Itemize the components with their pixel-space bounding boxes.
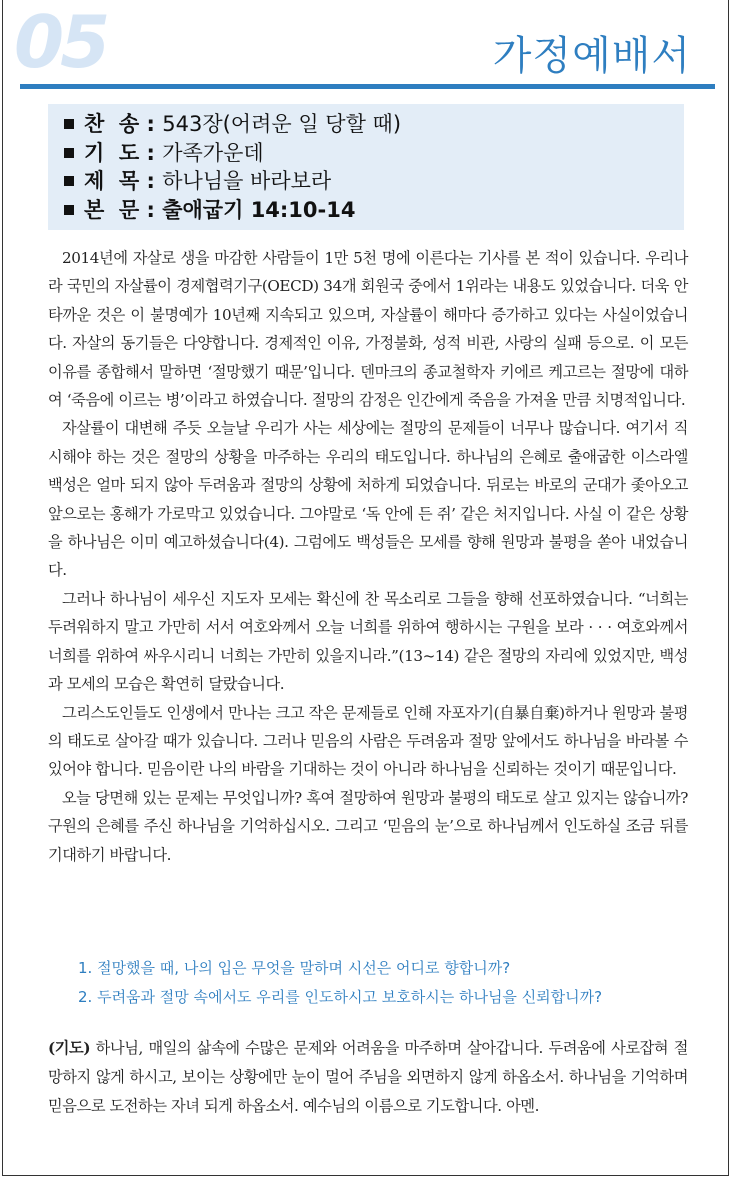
- closing-prayer: [48, 1034, 688, 1121]
- bullet-icon: [64, 148, 74, 158]
- info-label: 본 문: [84, 197, 140, 222]
- prayer-text: 하나님, 매일의 삶속에 수많은 문제와 어려움을 마주하며 살아갑니다. 두려움에 사로잡혀 절망하지 않게 하시고, 보이는 상황에만 눈이 멀어 주님을 외면하지 않게 하옵소서. 하나님을 기억하며 믿음으로 도전하는 자녀 되게 하옵소서. 예수님의 이름으로 기도합니다. 아멘.: [48, 1039, 688, 1115]
- info-row-hymn: [64, 110, 684, 139]
- info-value: 가족가운데: [162, 140, 264, 165]
- info-sep: :: [139, 197, 163, 222]
- info-value: 543장(어려운 일 당할 때): [162, 112, 402, 136]
- info-sep: :: [139, 140, 163, 165]
- paragraph: 자살률이 대변해 주듯 오늘날 우리가 사는 세상에는 절망의 문제들이 너무나 많습니다. 여기서 직시해야 하는 것은 절망의 상황을 마주하는 우리의 태도입니다. 하나님의 은혜로 출애굽한 이스라엘 백성은 얼마 되지 않아 두려움과 절망의 상황에 처하게 되었습니다. 뒤로는 바로의 군대가 좇아오고 앞으로는 홍해가 가로막고 있었습니다. 그야말로 ‘독 안에 든 쥐’ 같은 처지입니다. 사실 이 같은 상황을 하나님은 이미 예고하셨습니다(4). 그럼에도 백성들은 모세를 향해 원망과 불평을 쏟아 내었습니다.: [48, 419, 688, 580]
- service-info-box: [48, 104, 684, 230]
- info-label: 제 목: [84, 169, 140, 193]
- paragraph: 2014년에 자살로 생을 마감한 사람들이 1만 5천 명에 이른다는 기사를 본 적이 있습니다. 우리나라 국민의 자살률이 경제협력기구(OECD) 34개 회원국 중에서 1위라는 내용도 있었습니다. 더욱 안타까운 것은 이 불명예가 10년째 지속되고 있으며, 자살률이 해마다 증가하고 있다는 사실이었습니다. 자살의 동기들은 다양합니다. 경제적인 이유, 가정불화, 성적 비관, 사랑의 실패 등으로. 이 모든 이유를 종합해서 말하면 ‘절망했기 때문’입니다. 덴마크의 종교철학자 키에르 케고르는 절망에 대하여 ‘죽음에 이르는 병’이라고 하였습니다. 절망의 감정은 인간에게 죽음을 가져올 만큼 치명적입니다.: [48, 249, 688, 410]
- paragraph: 그리스도인들도 인생에서 만나는 크고 작은 문제들로 인해 자포자기(自暴自棄)하거나 원망과 불평의 태도로 살아갈 때가 있습니다. 그러나 믿음의 사람은 두려움과 절망 앞에서도 하나님을 바라볼 수 있어야 합니다. 믿음이란 나의 바람을 기대하는 것이 아니라 하나님을 신뢰하는 것이기 때문입니다.: [48, 703, 688, 779]
- info-label: 기 도: [84, 140, 140, 165]
- bullet-icon: [64, 176, 74, 186]
- discussion-questions: [78, 954, 698, 1012]
- info-value: 출애굽기 14:10-14: [162, 197, 356, 222]
- sermon-body: [48, 244, 688, 869]
- info-label: 찬 송: [84, 112, 140, 136]
- info-row-scripture: [64, 196, 684, 225]
- paragraph: 오늘 당면해 있는 문제는 무엇입니까? 혹여 절망하여 원망과 불평의 태도로 살고 있지는 않습니까? 구원의 은혜를 주신 하나님을 기억하십시오. 그리고 ‘믿음의 눈’으로 하나님께서 인도하실 조금 뒤를 기대하기 바랍니다.: [48, 788, 688, 864]
- question-1: 1. 절망했을 때, 나의 입은 무엇을 말하며 시선은 어디로 향합니까?: [78, 959, 511, 977]
- paragraph: 그러나 하나님이 세우신 지도자 모세는 확신에 찬 목소리로 그들을 향해 선포하였습니다. “너희는 두려워하지 말고 가만히 서서 여호와께서 오늘 너희를 위하여 행하시는 구원을 보라 · · · 여호와께서 너희를 위하여 싸우시리니 너희는 가만히 있을지니라.”(13~14) 같은 절망의 자리에 있었지만, 백성과 모세의 모습은 확연히 달랐습니다.: [48, 589, 688, 694]
- title-rule: [20, 84, 715, 89]
- prayer-tag: (기도): [48, 1039, 91, 1057]
- page-number: 05: [14, 0, 107, 84]
- info-row-prayer: [64, 139, 684, 168]
- info-value: 하나님을 바라보라: [162, 169, 332, 193]
- bullet-icon: [64, 205, 74, 215]
- info-sep: :: [139, 169, 163, 193]
- bullet-icon: [64, 119, 74, 129]
- section-title: 가정예배서: [492, 33, 691, 79]
- question-2: 2. 두려움과 절망 속에서도 우리를 인도하시고 보호하시는 하나님을 신뢰합니까?: [78, 988, 603, 1006]
- info-row-title: [64, 167, 684, 196]
- info-sep: :: [139, 112, 163, 136]
